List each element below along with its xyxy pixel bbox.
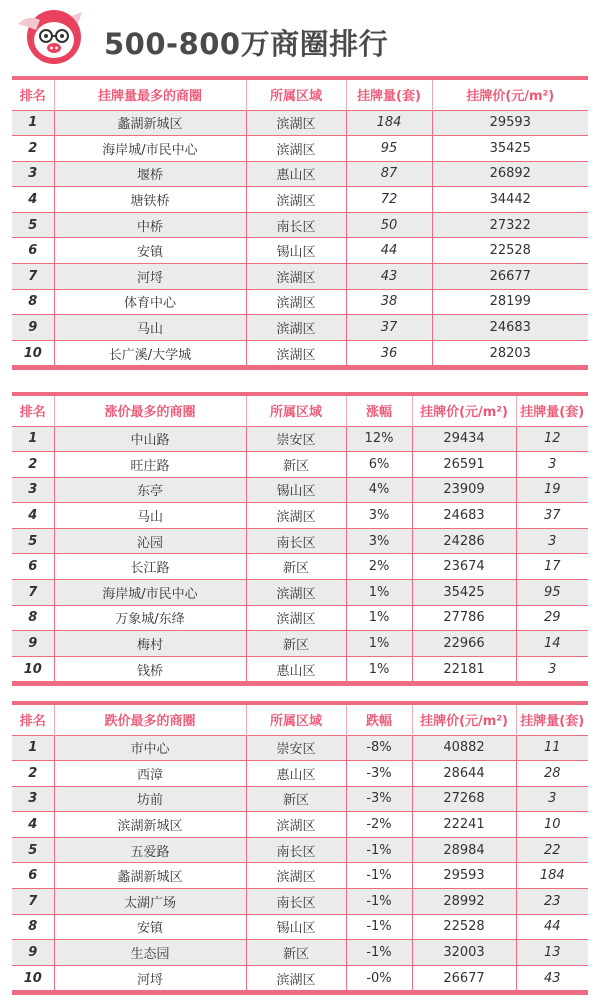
col6-cell: 3: [516, 528, 588, 554]
table-row: [12, 289, 588, 315]
price-rise-table-section: [12, 392, 588, 686]
rank-cell: 8: [12, 914, 54, 940]
area-cell: 马山: [54, 315, 246, 341]
col4-cell: -2%: [346, 812, 412, 838]
col6-cell: 95: [516, 580, 588, 606]
table-row: [12, 761, 588, 787]
area-cell: 长广溪/大学城: [54, 340, 246, 366]
table-row: [12, 503, 588, 529]
col4-cell: 184: [346, 110, 432, 136]
col5-cell: 26591: [412, 452, 516, 478]
col5-cell: 22966: [412, 631, 516, 657]
price-drop-table-section: [12, 701, 588, 995]
col4-cell: 44: [346, 238, 432, 264]
table-bottom-rule: [12, 991, 588, 995]
header-district: 所属区域: [246, 396, 346, 426]
rank-cell: 3: [12, 477, 54, 503]
col4-cell: 72: [346, 187, 432, 213]
col4-cell: 12%: [346, 426, 412, 452]
page-title: 500-800万商圈排行: [104, 27, 389, 61]
area-cell: 生态园: [54, 940, 246, 966]
col6-cell: 17: [516, 554, 588, 580]
col5-cell: 26677: [412, 965, 516, 991]
district-cell: 锡山区: [246, 238, 346, 264]
col4-cell: 36: [346, 340, 432, 366]
col4-cell: -8%: [346, 735, 412, 761]
col6-cell: 10: [516, 812, 588, 838]
district-cell: 新区: [246, 554, 346, 580]
rank-cell: 10: [12, 340, 54, 366]
area-cell: 旺庄路: [54, 452, 246, 478]
district-cell: 新区: [246, 940, 346, 966]
col4-cell: 3%: [346, 503, 412, 529]
district-cell: 新区: [246, 631, 346, 657]
district-cell: 崇安区: [246, 735, 346, 761]
area-cell: 滨湖新城区: [54, 812, 246, 838]
col5-cell: 28992: [412, 889, 516, 915]
table-row: [12, 554, 588, 580]
col5-cell: 32003: [412, 940, 516, 966]
area-cell: 体育中心: [54, 289, 246, 315]
rank-cell: 5: [12, 528, 54, 554]
col5-cell: 35425: [412, 580, 516, 606]
col4-cell: 1%: [346, 631, 412, 657]
district-cell: 南长区: [246, 212, 346, 238]
district-cell: 惠山区: [246, 161, 346, 187]
area-cell: 河埒: [54, 264, 246, 290]
col5-cell: 28203: [432, 340, 588, 366]
district-cell: 滨湖区: [246, 136, 346, 162]
cartoon-pig-mascot-icon: [14, 6, 86, 68]
rank-cell: 6: [12, 238, 54, 264]
area-cell: 塘铁桥: [54, 187, 246, 213]
header-price: 挂牌价(元/m²): [412, 396, 516, 426]
district-cell: 南长区: [246, 837, 346, 863]
table-row: [12, 426, 588, 452]
rank-cell: 7: [12, 264, 54, 290]
col5-cell: 26677: [432, 264, 588, 290]
district-cell: 滨湖区: [246, 340, 346, 366]
col5-cell: 29593: [432, 110, 588, 136]
table-row: [12, 580, 588, 606]
col5-cell: 23674: [412, 554, 516, 580]
table-row: [12, 965, 588, 991]
rank-cell: 9: [12, 315, 54, 341]
rank-cell: 6: [12, 554, 54, 580]
district-cell: 滨湖区: [246, 863, 346, 889]
rank-cell: 5: [12, 837, 54, 863]
col5-cell: 28644: [412, 761, 516, 787]
rank-cell: 7: [12, 889, 54, 915]
table-row: [12, 136, 588, 162]
col4-cell: -1%: [346, 940, 412, 966]
header-rank: 排名: [19, 714, 46, 730]
col4-cell: 4%: [346, 477, 412, 503]
district-cell: 南长区: [246, 528, 346, 554]
col5-cell: 22181: [412, 656, 516, 682]
table-row: [12, 914, 588, 940]
col6-cell: 22: [516, 837, 588, 863]
area-cell: 五爱路: [54, 837, 246, 863]
col6-cell: 44: [516, 914, 588, 940]
col6-cell: 19: [516, 477, 588, 503]
rank-cell: 8: [12, 289, 54, 315]
col4-cell: -1%: [346, 889, 412, 915]
district-cell: 滨湖区: [246, 503, 346, 529]
area-cell: 安镇: [54, 914, 246, 940]
header-district: 所属区域: [246, 705, 346, 735]
col4-cell: 1%: [346, 605, 412, 631]
col4-cell: 95: [346, 136, 432, 162]
table-row: [12, 837, 588, 863]
col4-cell: 1%: [346, 656, 412, 682]
col6-cell: 14: [516, 631, 588, 657]
area-cell: 沁园: [54, 528, 246, 554]
col4-cell: 1%: [346, 580, 412, 606]
district-cell: 滨湖区: [246, 289, 346, 315]
rank-cell: 7: [12, 580, 54, 606]
header-count: 挂牌量(套): [516, 396, 588, 426]
table-row: [12, 238, 588, 264]
rank-cell: 2: [12, 761, 54, 787]
area-cell: 钱桥: [54, 656, 246, 682]
area-cell: 西漳: [54, 761, 246, 787]
district-cell: 滨湖区: [246, 580, 346, 606]
col5-cell: 23909: [412, 477, 516, 503]
col6-cell: 13: [516, 940, 588, 966]
rank-cell: 1: [12, 735, 54, 761]
table-row: [12, 161, 588, 187]
table-row: [12, 315, 588, 341]
col5-cell: 22528: [432, 238, 588, 264]
area-cell: 蠡湖新城区: [54, 863, 246, 889]
header-area: 跌价最多的商圈: [54, 705, 246, 735]
area-cell: 蠡湖新城区: [54, 110, 246, 136]
area-cell: 市中心: [54, 735, 246, 761]
table-row: [12, 889, 588, 915]
col4-cell: 50: [346, 212, 432, 238]
header-price: 挂牌价(元/m²): [412, 705, 516, 735]
area-cell: 中桥: [54, 212, 246, 238]
rank-cell: 5: [12, 212, 54, 238]
header-district: 所属区域: [246, 80, 346, 110]
col5-cell: 28199: [432, 289, 588, 315]
col5-cell: 27786: [412, 605, 516, 631]
area-cell: 海岸城/市民中心: [54, 136, 246, 162]
rank-cell: 6: [12, 863, 54, 889]
col5-cell: 29593: [412, 863, 516, 889]
col6-cell: 184: [516, 863, 588, 889]
district-cell: 锡山区: [246, 914, 346, 940]
rank-cell: 4: [12, 503, 54, 529]
table-row: [12, 940, 588, 966]
table-row: [12, 735, 588, 761]
col4-cell: 6%: [346, 452, 412, 478]
table-row: [12, 656, 588, 682]
page-header: [0, 0, 600, 76]
col6-cell: 12: [516, 426, 588, 452]
rank-cell: 10: [12, 656, 54, 682]
col4-cell: 38: [346, 289, 432, 315]
col5-cell: 29434: [412, 426, 516, 452]
col5-cell: 22528: [412, 914, 516, 940]
col6-cell: 3: [516, 452, 588, 478]
price-drop-table: [12, 705, 588, 991]
district-cell: 滨湖区: [246, 315, 346, 341]
col6-cell: 37: [516, 503, 588, 529]
col4-cell: -1%: [346, 863, 412, 889]
col6-cell: 3: [516, 656, 588, 682]
col6-cell: 3: [516, 786, 588, 812]
table-row: [12, 264, 588, 290]
table-header-row: [12, 396, 588, 426]
table-row: [12, 187, 588, 213]
area-cell: 梅村: [54, 631, 246, 657]
header-area: 涨价最多的商圈: [54, 396, 246, 426]
district-cell: 滨湖区: [246, 187, 346, 213]
col6-cell: 11: [516, 735, 588, 761]
col4-cell: 43: [346, 264, 432, 290]
table-row: [12, 452, 588, 478]
rank-cell: 2: [12, 452, 54, 478]
table-row: [12, 340, 588, 366]
area-cell: 中山路: [54, 426, 246, 452]
col4-cell: -1%: [346, 837, 412, 863]
top-listing-table-section: [12, 76, 588, 370]
col6-cell: 43: [516, 965, 588, 991]
rank-cell: 3: [12, 161, 54, 187]
col4-cell: 2%: [346, 554, 412, 580]
col5-cell: 40882: [412, 735, 516, 761]
col6-cell: 29: [516, 605, 588, 631]
rank-cell: 8: [12, 605, 54, 631]
table-row: [12, 212, 588, 238]
rank-cell: 4: [12, 187, 54, 213]
area-cell: 长江路: [54, 554, 246, 580]
area-cell: 万象城/东绛: [54, 605, 246, 631]
top-listing-table: [12, 80, 588, 366]
district-cell: 崇安区: [246, 426, 346, 452]
district-cell: 锡山区: [246, 477, 346, 503]
district-cell: 惠山区: [246, 761, 346, 787]
col6-cell: 28: [516, 761, 588, 787]
col5-cell: 27322: [432, 212, 588, 238]
header-count: 挂牌量(套): [346, 80, 432, 110]
district-cell: 滨湖区: [246, 965, 346, 991]
area-cell: 海岸城/市民中心: [54, 580, 246, 606]
col5-cell: 22241: [412, 812, 516, 838]
table-header-row: [12, 705, 588, 735]
header-area: 挂牌量最多的商圈: [54, 80, 246, 110]
col5-cell: 34442: [432, 187, 588, 213]
area-cell: 马山: [54, 503, 246, 529]
col5-cell: 27268: [412, 786, 516, 812]
col4-cell: -3%: [346, 761, 412, 787]
col4-cell: -0%: [346, 965, 412, 991]
area-cell: 安镇: [54, 238, 246, 264]
district-cell: 滨湖区: [246, 812, 346, 838]
col4-cell: 3%: [346, 528, 412, 554]
district-cell: 滨湖区: [246, 110, 346, 136]
district-cell: 南长区: [246, 889, 346, 915]
header-change: 涨幅: [346, 396, 412, 426]
table-header-row: [12, 80, 588, 110]
table-row: [12, 477, 588, 503]
district-cell: 惠山区: [246, 656, 346, 682]
district-cell: 滨湖区: [246, 605, 346, 631]
rank-cell: 9: [12, 631, 54, 657]
table-row: [12, 605, 588, 631]
col5-cell: 24286: [412, 528, 516, 554]
area-cell: 太湖广场: [54, 889, 246, 915]
area-cell: 堰桥: [54, 161, 246, 187]
col5-cell: 24683: [432, 315, 588, 341]
header-count: 挂牌量(套): [516, 705, 588, 735]
table-row: [12, 110, 588, 136]
rank-cell: 10: [12, 965, 54, 991]
table-bottom-rule: [12, 366, 588, 370]
rank-cell: 4: [12, 812, 54, 838]
rank-cell: 2: [12, 136, 54, 162]
table-row: [12, 631, 588, 657]
col6-cell: 23: [516, 889, 588, 915]
col4-cell: 87: [346, 161, 432, 187]
col5-cell: 24683: [412, 503, 516, 529]
rank-cell: 9: [12, 940, 54, 966]
area-cell: 东亭: [54, 477, 246, 503]
header-rank: 排名: [19, 405, 46, 421]
header-rank: 排名: [19, 89, 46, 105]
district-cell: 滨湖区: [246, 264, 346, 290]
district-cell: 新区: [246, 452, 346, 478]
header-price: 挂牌价(元/m²): [432, 80, 588, 110]
table-row: [12, 786, 588, 812]
table-row: [12, 863, 588, 889]
area-cell: 坊前: [54, 786, 246, 812]
col5-cell: 26892: [432, 161, 588, 187]
table-bottom-rule: [12, 682, 588, 686]
header-change: 跌幅: [346, 705, 412, 735]
district-cell: 新区: [246, 786, 346, 812]
col5-cell: 28984: [412, 837, 516, 863]
col5-cell: 35425: [432, 136, 588, 162]
table-row: [12, 528, 588, 554]
price-rise-table: [12, 396, 588, 682]
rank-cell: 1: [12, 110, 54, 136]
rank-cell: 3: [12, 786, 54, 812]
col4-cell: -3%: [346, 786, 412, 812]
col4-cell: -1%: [346, 914, 412, 940]
col4-cell: 37: [346, 315, 432, 341]
rank-cell: 1: [12, 426, 54, 452]
table-row: [12, 812, 588, 838]
area-cell: 河埒: [54, 965, 246, 991]
